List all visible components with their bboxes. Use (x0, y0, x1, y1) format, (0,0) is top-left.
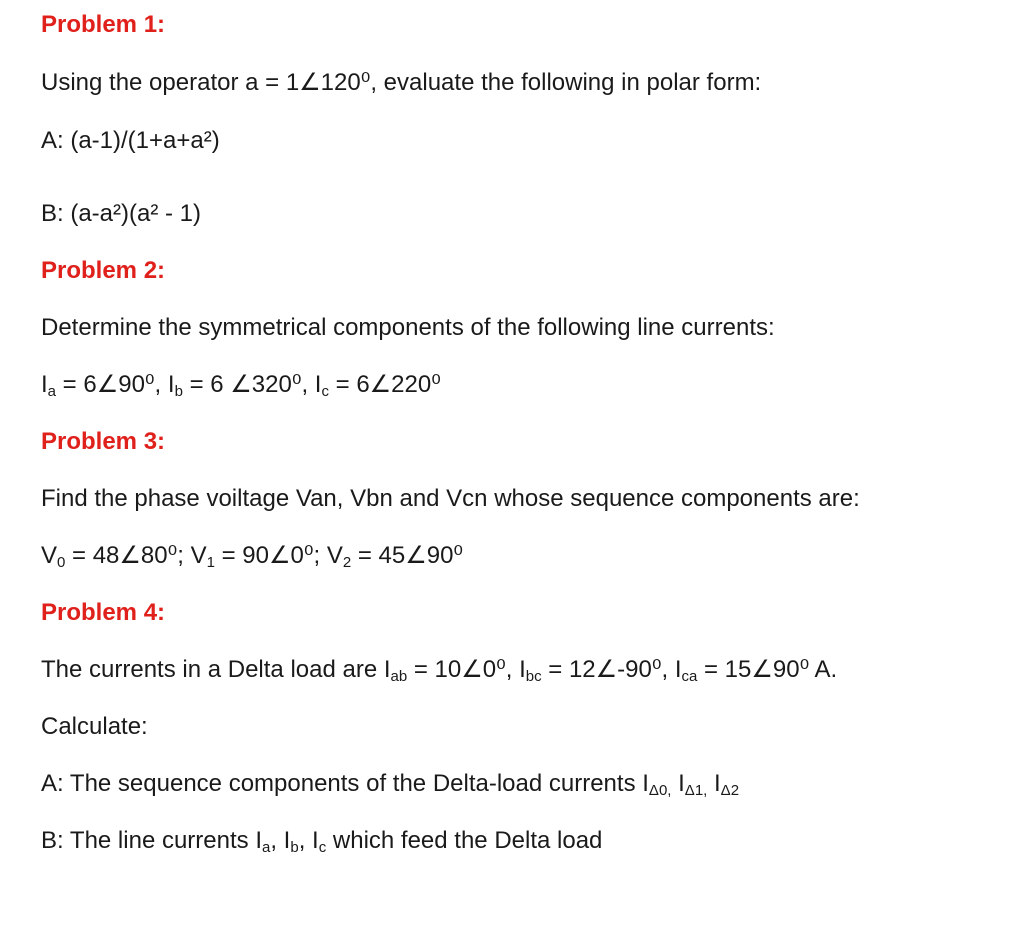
problem-4-calculate: Calculate: (41, 713, 148, 740)
problem-2-statement: Determine the symmetrical components of the following line currents: (41, 314, 775, 341)
problem-2-heading: Problem 2: (41, 257, 166, 284)
problem-1-part-a: A: (a-1)/(1+a+a²) (41, 127, 220, 154)
problem-1-heading: Problem 1: (41, 11, 166, 38)
problem-1-statement: Using the operator a = 1∠120⁰, evaluate the following in polar form: (41, 69, 762, 96)
problem-3-voltages: $V_0$ = 48∠80⁰; $V_1$ = 90∠0⁰; $V_2$ = 45∠90⁰ (41, 542, 464, 571)
problem-4-part-a: A: The sequence components of the Delta-load currents $I_{\Delta 0,}$ $I_{\Delta 1,}$ $I_{\Delta 2}$ (41, 770, 740, 799)
problem-3-statement: Find the phase voiltage Van, Vbn and Vcn whose sequence components are: (41, 485, 860, 512)
problem-4-heading: Problem 4: (41, 599, 166, 626)
problem-3-heading: Problem 3: (41, 428, 166, 455)
problem-4-part-b: B: The line currents $I_a$, $I_b$, $I_c$ which feed the Delta load (41, 827, 603, 856)
problem-2-currents: $I_a$ = 6∠90⁰, $I_b = 6$ ∠320⁰, $I_c$ = 6∠220⁰ (41, 371, 441, 400)
problem-4-statement: The currents in a Delta load are $I_{ab}$ = 10∠0⁰, $I_{bc}$ = 12∠-90⁰, $I_{ca}$ = 15∠90⁰ A. (41, 656, 838, 685)
problem-1-part-b: B: (a-a²)(a² - 1) (41, 200, 202, 227)
